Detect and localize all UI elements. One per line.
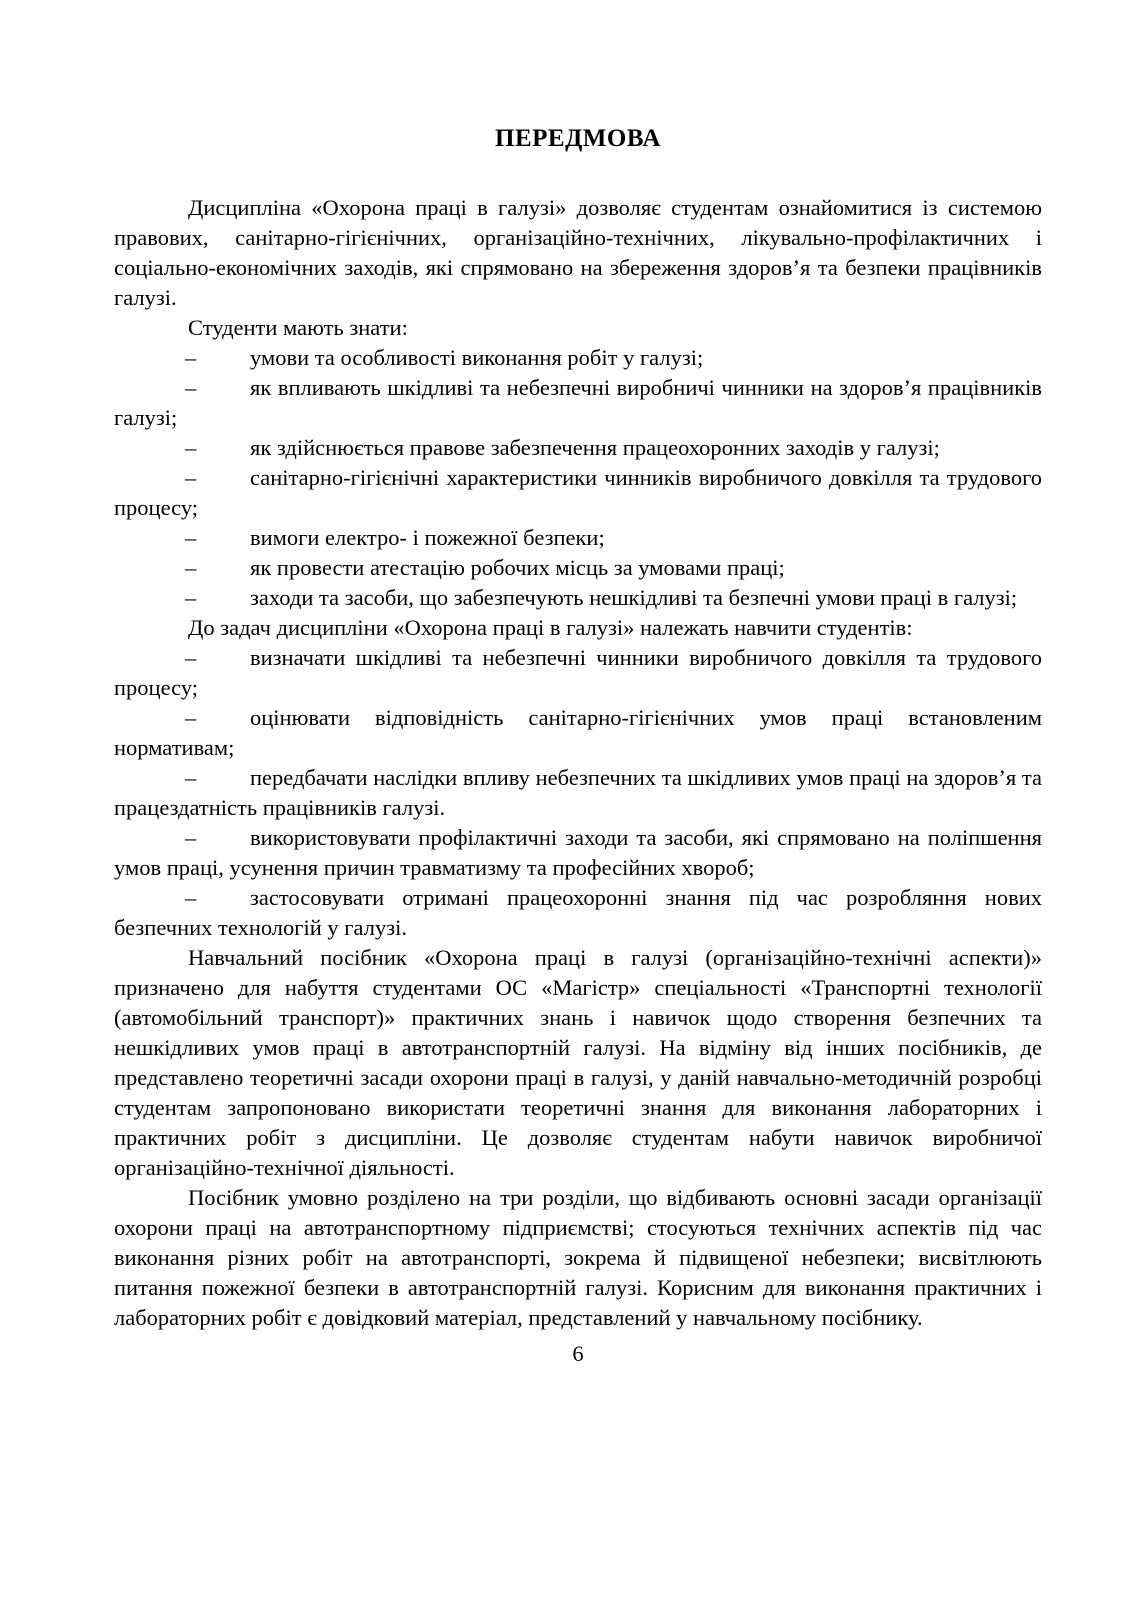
dash-marker: –	[185, 825, 197, 850]
list-item-text: санітарно-гігієнічні характеристики чинників виробничого довкілля та трудового процесу;	[114, 465, 1042, 520]
list-item-text: використовувати профілактичні заходи та засоби, які спрямовано на поліпшення умов праці, усунення причин травматизму та професійних хвороб;	[114, 825, 1042, 880]
list-item	[114, 583, 1042, 613]
list-item-text: як впливають шкідливі та небезпечні виробничі чинники на здоров’я працівників галузі;	[114, 375, 1042, 430]
list-item	[114, 823, 1042, 883]
list-item-text: умови та особливості виконання робіт у галузі;	[250, 345, 704, 370]
list-item-text: заходи та засоби, що забезпечують нешкідливі та безпечні умови праці в галузі;	[250, 585, 1018, 610]
list-item	[114, 643, 1042, 703]
dash-marker: –	[185, 645, 197, 670]
dash-marker: –	[185, 885, 197, 910]
paragraph: Студенти мають знати:	[188, 315, 408, 340]
list-item-text: передбачати наслідки впливу небезпечних та шкідливих умов праці на здоров’я та працездатність працівників галузі.	[114, 765, 1042, 820]
paragraph: Дисципліна «Охорона праці в галузі» дозволяє студентам ознайомитися із системою правових, санітарно-гігієнічних, організаційно-технічних, лікувально-профілактичних і соціально-економічних заходів, які спрямовано на збереження здоров’я та безпеки працівників галузі.	[114, 195, 1042, 310]
list-item	[114, 373, 1042, 433]
list-item	[114, 883, 1042, 943]
document-body	[114, 193, 1042, 1369]
paragraph: До задач дисципліни «Охорона праці в галузі» належать навчити студентів:	[188, 615, 913, 640]
list-item-text: як здійснюється правове забезпечення працеохоронних заходів у галузі;	[250, 435, 940, 460]
list-item	[114, 553, 1042, 583]
page-title: ПЕРЕДМОВА	[495, 125, 661, 152]
list-item-text: застосовувати отримані працеохоронні знання під час розробляння нових безпечних технологій у галузі.	[114, 885, 1042, 940]
dash-marker: –	[185, 705, 197, 730]
list-item	[114, 763, 1042, 823]
dash-marker: –	[185, 375, 197, 400]
list-item	[114, 343, 1042, 373]
list-item	[114, 703, 1042, 763]
list-item-text: як провести атестацію робочих місць за умовами праці;	[250, 555, 785, 580]
dash-marker: –	[185, 465, 197, 490]
list-item-text: вимоги електро- і пожежної безпеки;	[250, 525, 605, 550]
list-item-text: оцінювати відповідність санітарно-гігієнічних умов праці встановленим нормативам;	[114, 705, 1042, 760]
dash-marker: –	[185, 765, 197, 790]
dash-marker: –	[185, 585, 197, 610]
list-item	[114, 433, 1042, 463]
paragraph: Навчальний посібник «Охорона праці в галузі (організаційно-технічні аспекти)» призначено для набуття студентами ОС «Магістр» спеціальності «Транспортні технології (автомобільний транспорт)» практичних знань і навичок щодо створення безпечних та нешкідливих умов праці в автотранспортній галузі. На відміну від інших посібників, де представлено теоретичні засади охорони праці в галузі, у даній навчально-методичній розробці студентам запропоновано використати теоретичні знання для виконання лабораторних і практичних робіт з дисципліни. Це дозволяє студентам набути навичок виробничої організаційно-технічної діяльності.	[114, 945, 1042, 1180]
page-number: 6	[572, 1341, 584, 1366]
dash-marker: –	[185, 345, 197, 370]
paragraph: Посібник умовно розділено на три розділи, що відбивають основні засади організації охорони праці на автотранспортному підприємстві; стосуються технічних аспектів під час виконання різних робіт на автотранспорті, зокрема й підвищеної небезпеки; висвітлюють питання пожежної безпеки в автотранспортній галузі. Корисним для виконання практичних і лабораторних робіт є довідковий матеріал, представлений у навчальному посібнику.	[114, 1185, 1042, 1330]
dash-marker: –	[185, 435, 197, 460]
dash-marker: –	[185, 525, 197, 550]
list-item	[114, 463, 1042, 523]
dash-marker: –	[185, 555, 197, 580]
list-item	[114, 523, 1042, 553]
list-item-text: визначати шкідливі та небезпечні чинники виробничого довкілля та трудового процесу;	[114, 645, 1042, 700]
